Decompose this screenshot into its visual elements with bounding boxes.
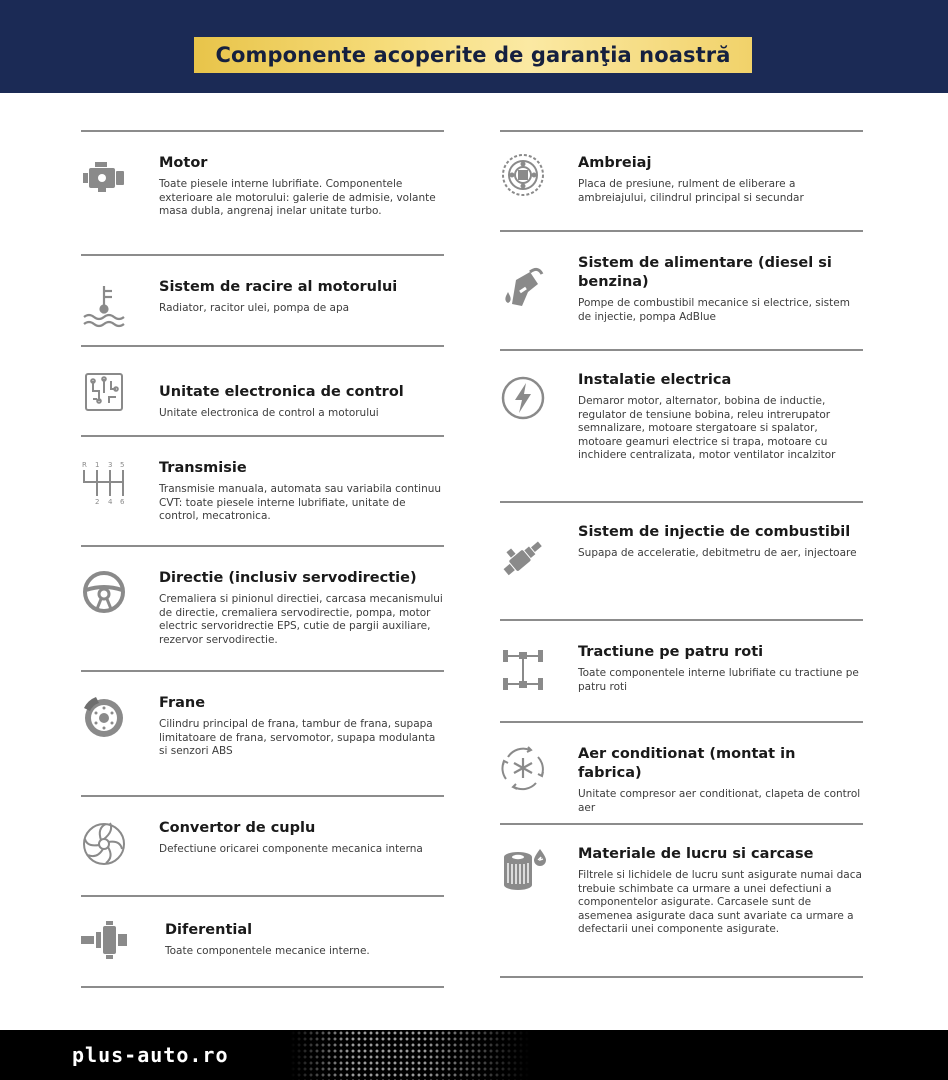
item-title: Sistem de alimentare (diesel si benzina) — [578, 255, 832, 290]
oil-filter-icon — [500, 847, 546, 893]
item-description: Supapa de acceleratie, debitmetru de aer, injectoare — [578, 547, 857, 559]
coverage-item-transmission — [81, 435, 444, 545]
air-conditioning-icon — [500, 745, 546, 791]
coverage-item-motor — [81, 130, 444, 254]
page-title: Componente acoperite de garanţia noastră — [215, 43, 731, 67]
coolant-temperature-icon — [81, 282, 127, 328]
item-title: Directie (inclusiv servodirectie) — [159, 570, 417, 586]
item-description: Placa de presiune, rulment de eliberare a ambreiajului, cilindrul principal si secundar — [578, 178, 804, 204]
item-description: Unitate electronica de control a motorului — [159, 407, 379, 419]
item-title: Unitate electronica de control — [159, 384, 404, 400]
item-description: Pompe de combustibil mecanice si electrice, sistem de injectie, pompa AdBlue — [578, 297, 850, 323]
item-title: Materiale de lucru si carcase — [578, 846, 814, 862]
coverage-item-torque-converter — [81, 795, 444, 895]
item-description: Radiator, racitor ulei, pompa de apa — [159, 302, 350, 314]
item-title: Tractiune pe patru roti — [578, 644, 764, 660]
item-title: Transmisie — [159, 460, 247, 476]
coverage-item-cooling — [81, 254, 444, 345]
differential-icon — [81, 917, 127, 963]
halftone-decoration — [290, 1030, 530, 1080]
item-description: Toate piesele interne lubrifiate. Componentele exterioare ale motorului: galerie de admisie, volante masa dubla, angrenaj inelar unitate turbo. — [159, 178, 436, 218]
item-title: Convertor de cuplu — [159, 820, 316, 836]
item-description: Cremaliera si pinionul directiei, carcasa mecanismului de directie, cremaliera servodirectie, pompa, motor electric servoridrectie EPS, cutie de pargii auxiliare, rezervor servodirectie. — [159, 593, 443, 646]
four-wheel-drive-icon — [500, 647, 546, 693]
brand-link[interactable]: plus-auto.ro — [72, 1043, 229, 1067]
left-column — [81, 130, 444, 988]
item-title: Frane — [159, 695, 206, 711]
coverage-item-consumables — [500, 823, 863, 978]
coverage-item-air-conditioning — [500, 721, 863, 823]
gear-label: 4 — [108, 498, 113, 505]
item-title: Aer conditionat (montat in fabrica) — [578, 746, 796, 781]
item-description: Cilindru principal de frana, tambur de frana, supapa limitatoare de frana, servomotor, supapa modulanta si senzori ABS — [159, 718, 436, 758]
coverage-item-fuel-injection — [500, 501, 863, 619]
item-description: Filtrele si lichidele de lucru sunt asigurate numai daca trebuie schimbate ca urmare a unei defectiuni a componentelor asigurate. Carcasele sunt de asemenea asigurate daca sunt avariate ca urmare a defectarii unei componente asigurate. — [578, 869, 862, 936]
steering-wheel-icon — [81, 569, 127, 615]
coverage-item-ecu — [81, 345, 444, 435]
gear-label: 1 — [95, 461, 100, 469]
gear-label: 5 — [120, 461, 125, 469]
header-bar — [0, 0, 948, 93]
gear-shift-icon — [81, 459, 127, 505]
coverage-item-brakes — [81, 670, 444, 795]
gear-label: 6 — [120, 498, 125, 505]
engine-icon — [81, 154, 127, 200]
coverage-item-electrical — [500, 349, 863, 501]
item-description: Defectiune oricarei componente mecanica interna — [159, 843, 423, 855]
footer-bar — [0, 1030, 948, 1080]
item-description: Transmisie manuala, automata sau variabila continuu CVT: toate piesele interne lubrifiate, unitate de control, mecatronica. — [159, 483, 442, 523]
lightning-bolt-icon — [500, 375, 546, 421]
item-description: Toate componentele mecanice interne. — [165, 945, 370, 957]
item-title: Instalatie electrica — [578, 372, 732, 388]
title-banner — [194, 37, 752, 73]
item-title: Motor — [159, 155, 208, 171]
gear-label: R — [82, 461, 87, 469]
item-title: Ambreiaj — [578, 155, 652, 171]
coverage-item-differential — [81, 895, 444, 988]
circuit-board-icon — [81, 369, 127, 415]
item-title: Sistem de racire al motorului — [159, 279, 398, 295]
item-title: Diferential — [165, 922, 253, 938]
fuel-injector-icon — [500, 535, 546, 581]
right-column — [500, 130, 863, 978]
gear-label: 3 — [108, 461, 113, 469]
coverage-item-4wd — [500, 619, 863, 721]
item-description: Unitate compresor aer conditionat, clapeta de control aer — [578, 788, 861, 814]
item-description: Toate componentele interne lubrifiate cu tractiune pe patru roti — [578, 667, 859, 693]
torque-converter-icon — [81, 821, 127, 867]
item-title: Sistem de injectie de combustibil — [578, 524, 851, 540]
coverage-item-fuel-system — [500, 230, 863, 349]
coverage-item-steering — [81, 545, 444, 670]
brake-disc-icon — [81, 694, 127, 740]
gear-label: 2 — [95, 498, 100, 505]
fuel-nozzle-icon — [500, 264, 546, 310]
clutch-icon — [500, 152, 546, 198]
coverage-item-clutch — [500, 130, 863, 230]
item-description: Demaror motor, alternator, bobina de inductie, regulator de tensiune bobina, releu intrerupator semnalizare, motoare stergatoare si spalator, motoare geamuri electrice si trapa, motoare cu inchidere centralizata, motor ventilator incalzitor — [578, 395, 836, 462]
